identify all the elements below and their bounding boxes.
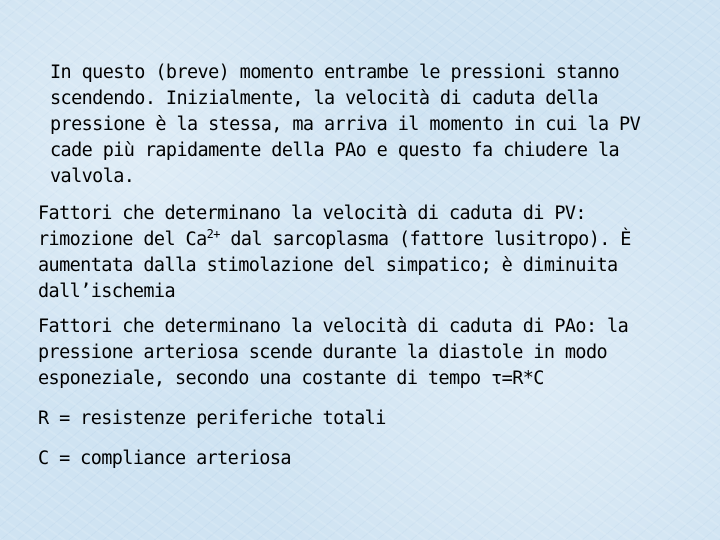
- text-line: esponeziale, secondo una costante di tempo τ=R*C: [38, 368, 544, 389]
- text-fragment: dal sarcoplasma (fattore lusitropo). È: [219, 229, 631, 250]
- text-line: dall’ischemia: [38, 281, 175, 302]
- paragraph-pao-factors: [38, 314, 678, 392]
- text-line-calcium: [38, 227, 678, 253]
- calcium-charge-superscript: 2+: [206, 226, 220, 241]
- text-line: scendendo. Inizialmente, la velocità di caduta della: [50, 88, 598, 109]
- text-line: aumentata dalla stimolazione del simpatico; è diminuita: [38, 255, 618, 276]
- paragraph-pressure-drop: [50, 60, 670, 190]
- text-line: Fattori che determinano la velocità di caduta di PAo: la: [38, 316, 629, 337]
- text-line: pressione arteriosa scende durante la diastole in modo: [38, 342, 608, 363]
- paragraph-pv-factors: [38, 201, 678, 305]
- text-line: In questo (breve) momento entrambe le pressioni stanno: [50, 62, 620, 83]
- text-line: valvola.: [50, 166, 135, 187]
- text-line: cade più rapidamente della PAo e questo fa chiudere la: [50, 140, 620, 161]
- text-line: Fattori che determinano la velocità di caduta di PV:: [38, 203, 586, 224]
- text-line: pressione è la stessa, ma arriva il momento in cui la PV: [50, 114, 641, 135]
- definition-resistance: R = resistenze periferiche totali: [38, 408, 386, 429]
- definition-compliance: C = compliance arteriosa: [38, 448, 291, 469]
- text-fragment: rimozione del Ca: [38, 229, 207, 250]
